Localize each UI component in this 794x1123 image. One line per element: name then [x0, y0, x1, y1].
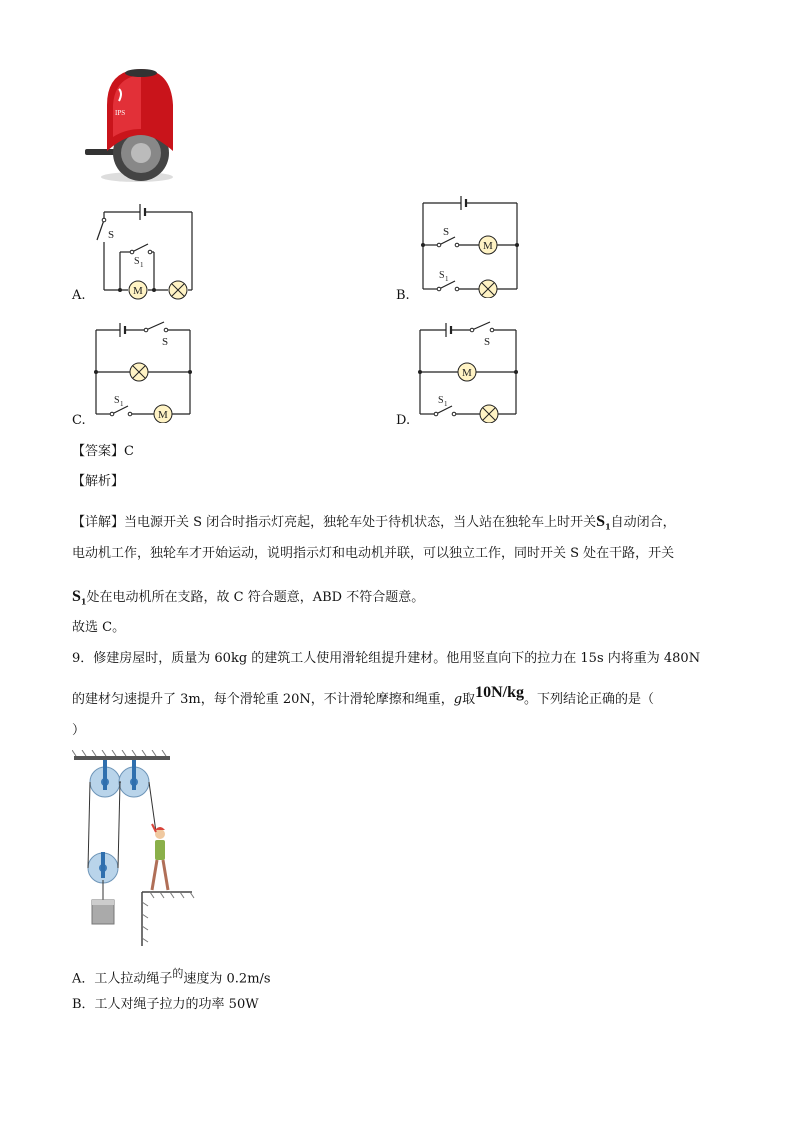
option-c-label: C. [72, 413, 86, 428]
circuit-d-motor: M [462, 367, 472, 379]
q9-take: 取 [462, 692, 476, 707]
circuit-c-motor: M [158, 409, 168, 421]
circuit-c-switch-s: S [162, 336, 169, 348]
s1-sub-2: 1 [80, 596, 87, 607]
circuit-c [92, 318, 202, 423]
pulley-figure [72, 750, 202, 950]
answer-value: C [124, 444, 134, 459]
g-value: 10N/kg [475, 684, 525, 701]
q9-option-a-sup: 的 [172, 967, 184, 980]
option-a-label: A. [72, 288, 86, 303]
q9-option-b[interactable] [72, 996, 259, 1014]
q9-option-b-label: B．工人对绳子拉力的功率 50W [72, 997, 259, 1012]
analysis-label: 【解析】 [72, 474, 125, 489]
q9-option-a[interactable] [72, 965, 271, 988]
q9-text-2a: 的建材匀速提升了 3m，每个滑轮重 20N，不计滑轮摩擦和绳重， [72, 692, 454, 707]
g-symbol: g [453, 692, 463, 707]
detail-text-1b: 自动闭合， [610, 515, 676, 530]
option-d-label: D. [396, 413, 411, 428]
circuit-d-switch-s1-idx: 1 [444, 400, 448, 408]
circuit-b [415, 193, 525, 298]
detail-text-1a: 【详解】当电源开关 S 闭合时指示灯亮起，独轮车处于待机状态，当人站在独轮车上时开关 [72, 515, 597, 530]
circuit-d [416, 318, 526, 423]
option-b-label: B. [396, 288, 410, 303]
circuit-d-switch-s: S [484, 336, 491, 348]
q9-text-2b: 。下列结论正确的是（ [524, 692, 655, 707]
circuit-a-motor: M [133, 285, 143, 297]
q9-line-1: 9．修建房屋时，质量为 60kg 的建筑工人使用滑轮组提升建材。他用竖直向下的拉力在 15s 内将重为 480N [72, 651, 701, 666]
answer-label: 【答案】 [72, 444, 125, 459]
circuit-a-switch-s: S [108, 229, 115, 241]
s1-sub: 1 [605, 521, 611, 532]
circuit-b-motor: M [483, 240, 493, 252]
q9-option-a-rest: 速度为 0.2m/s [183, 971, 271, 987]
q9-line-3: ） [72, 723, 86, 738]
circuit-a-switch-s1: S [134, 256, 140, 267]
q9-line-2 [72, 684, 655, 709]
conclusion: 故选 C。 [72, 620, 126, 635]
q9-option-a-label: A．工人拉动绳子 [72, 971, 173, 987]
s1-symbol: S [596, 513, 606, 530]
circuit-b-switch-s: S [443, 226, 450, 238]
detail-line-2: 电动机工作，独轮车才开始运动，说明指示灯和电动机并联，可以独立工作，同时开关 S 处在干路，开关 [72, 546, 675, 561]
circuit-a-switch-s1-idx: 1 [140, 261, 144, 269]
detail-line-1 [72, 513, 676, 536]
circuit-c-switch-s1-idx: 1 [120, 400, 124, 408]
answer-line [72, 443, 134, 461]
detail-text-3: 处在电动机所在支路，故 C 符合题意，ABD 不符合题意。 [86, 590, 425, 605]
circuit-d-switch-s1: S [438, 395, 444, 406]
circuit-b-switch-s1: S [439, 270, 445, 281]
circuit-c-switch-s1: S [114, 395, 120, 406]
detail-line-3 [72, 588, 424, 611]
unicycle-brand: IPS [115, 109, 126, 117]
circuit-b-switch-s1-idx: 1 [445, 275, 449, 283]
circuit-a [92, 200, 202, 300]
s1-symbol-2: S [72, 588, 81, 605]
unicycle-image [85, 65, 185, 185]
